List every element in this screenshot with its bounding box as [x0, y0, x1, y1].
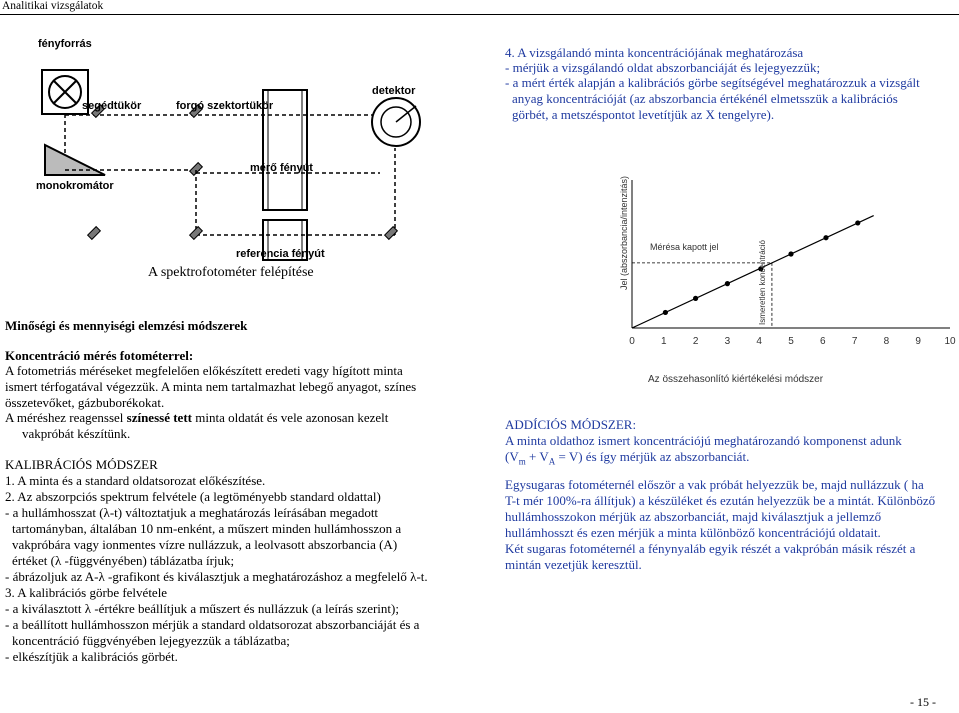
- step-line: vakpróbára vagy ionmentes vízre nullázzuk, a leolvasott abszorbancia (A): [12, 537, 398, 552]
- step-line: 3. A kalibrációs görbe felvétele: [5, 585, 168, 600]
- step-line: 2. Az abszorpciós spektrum felvétele (a legtöményebb standard oldattal): [5, 489, 381, 504]
- x-tick-label: 2: [692, 336, 699, 347]
- y-axis-label: Jel (abszorbancia/intenzitás): [619, 175, 629, 290]
- x-tick-label: 9: [915, 336, 921, 347]
- schematic-caption: A spektrofotométer felépítése: [148, 265, 314, 280]
- data-point: [725, 281, 730, 286]
- single-beam-line: hullámhosszt és ezen mérjük a minta különböző koncentrációjú oldatait.: [505, 525, 881, 540]
- x-tick-label: 5: [788, 336, 794, 347]
- data-point: [823, 235, 828, 240]
- step-line: - a hullámhosszat (λ-t) változtatjuk a meghatározás leírásában megadott: [5, 505, 379, 520]
- step-line: - ábrázoljuk az A-λ -grafikont és kiválasztjuk a meghatározáshoz a megfelelő λ-t.: [5, 569, 428, 584]
- point4-line: anyag koncentrációját (az abszorbancia értékénél elmetsszük a kalibrációs: [512, 91, 898, 106]
- addition-line: [505, 449, 749, 470]
- text-run: A méréshez reagenssel: [5, 410, 127, 425]
- point4-line: - mérjük a vizsgálandó oldat abszorbanciáját és lejegyezzük;: [505, 60, 821, 75]
- point4-line: - a mért érték alapján a kalibrációs görbe segítségével meghatározzuk a vizsgált: [505, 75, 920, 90]
- x-tick-label: 7: [851, 336, 858, 347]
- text-run: minta oldatát és vele azonosan kezelt: [191, 410, 389, 425]
- step-line: koncentráció függvényében lejegyezzük a táblázatba;: [12, 633, 290, 648]
- single-beam-line: mintán vezetjük keresztül.: [505, 557, 642, 572]
- schematic-drawing: [0, 30, 470, 280]
- step-line: tartományban, általában 10 nm-enként, a műszert minden hullámhosszon a: [12, 521, 402, 536]
- unknown-conc-label: Ismeretlen koncentráció: [758, 240, 767, 325]
- text-run: (V: [505, 449, 519, 464]
- single-beam-line: hullámhosszokon mérjük az abszorbanciát, majd kiválasztjuk a jellemző: [505, 509, 882, 524]
- para-line: összetevőket, gázbuborékokat.: [5, 395, 165, 410]
- x-tick-label: 4: [756, 336, 762, 347]
- step-line: - elkészítjük a kalibrációs görbét.: [5, 649, 178, 664]
- single-beam-line: T-t mér 100%-ra állítjuk) a készüléket és ezután helyezzük be a mintát. Különböző: [505, 493, 936, 508]
- label-lamp: fényforrás: [38, 38, 92, 50]
- step-line: - a kiválasztott λ -értékre beállítjuk a műszert és nullázzuk (a leírás szerint);: [5, 601, 399, 616]
- x-tick-label: 10: [944, 336, 956, 347]
- addition-line: A minta oldathoz ismert koncentrációjú meghatározandó komponenst adunk: [505, 433, 902, 448]
- x-tick-label: 8: [883, 336, 890, 347]
- point4-line: 4. A vizsgálandó minta koncentrációjának meghatározása: [505, 45, 804, 60]
- text-run: + V: [525, 449, 549, 464]
- chart-caption: Az összehasonlító kiértékelési módszer: [648, 374, 824, 385]
- x-tick-label: 1: [661, 336, 667, 347]
- single-beam-line: Két sugaras fotométernél a fénynyaláb egyik részét a vakpróbán másik részét a: [505, 541, 916, 556]
- subscript: m: [518, 456, 526, 467]
- x-tick-label: 0: [629, 336, 635, 347]
- calibration-chart: [600, 160, 959, 400]
- para-line: ismert térfogatával végezzük. A minta nem tartalmazhat lebegő anyagot, színes: [5, 379, 417, 394]
- calibration-chart-svg: [600, 160, 959, 400]
- para-line: [5, 410, 388, 426]
- step-line: 1. A minta és a standard oldatsorozat előkészítése.: [5, 473, 266, 488]
- page-header: Analitikai vizsgálatok: [2, 0, 104, 12]
- label-detector: detektor: [372, 85, 416, 97]
- x-tick-label: 3: [724, 336, 731, 347]
- label-rotating-mirror: forgó szektortükör: [176, 100, 274, 112]
- data-point: [663, 310, 668, 315]
- label-sample-beam: mérő fényút: [250, 162, 313, 174]
- page-number: - 15 -: [910, 695, 936, 709]
- step-line: - a beállított hullámhosszon mérjük a standard oldatsorozat abszorbanciáját és a: [5, 617, 420, 632]
- methods-heading: Minőségi és mennyiségi elemzési módszerek: [5, 318, 248, 333]
- x-tick-labels: [629, 336, 956, 347]
- label-aux-mirror: segédtükör: [82, 100, 142, 112]
- measured-signal-label: Mérésa kapott jel: [650, 242, 719, 252]
- para-line: A fotometriás méréseket megfelelően előkészített eredeti vagy hígított minta: [5, 363, 403, 378]
- step-line: értéket (λ -függvényében) táblázatba írjuk;: [12, 553, 235, 568]
- label-monochromator: monokromátor: [36, 180, 114, 192]
- addition-heading: ADDÍCIÓS MÓDSZER:: [505, 417, 637, 432]
- data-point: [693, 296, 698, 301]
- subscript: A: [548, 456, 556, 467]
- point4-line: görbét, a metszéspontot levetítjük az X tengelyre).: [512, 107, 775, 122]
- label-reference-beam: referencia fényút: [236, 248, 325, 260]
- calibration-line: [632, 216, 874, 328]
- calibration-heading: KALIBRÁCIÓS MÓDSZER: [5, 457, 158, 472]
- text-run: = V) és így mérjük az abszorbanciát.: [555, 449, 750, 464]
- concentration-heading: Koncentráció mérés fotométerrel:: [5, 348, 194, 363]
- x-tick-label: 6: [820, 336, 826, 347]
- data-point: [855, 220, 860, 225]
- single-beam-line: Egysugaras fotométernél először a vak próbát helyezzük be, majd nullázzuk ( ha: [505, 477, 924, 492]
- para-line: vakpróbát készítünk.: [22, 426, 131, 441]
- data-point: [788, 251, 793, 256]
- header-divider: [0, 14, 959, 15]
- bold-run: színessé tett: [126, 410, 192, 425]
- spectrophotometer-schematic: [0, 30, 470, 280]
